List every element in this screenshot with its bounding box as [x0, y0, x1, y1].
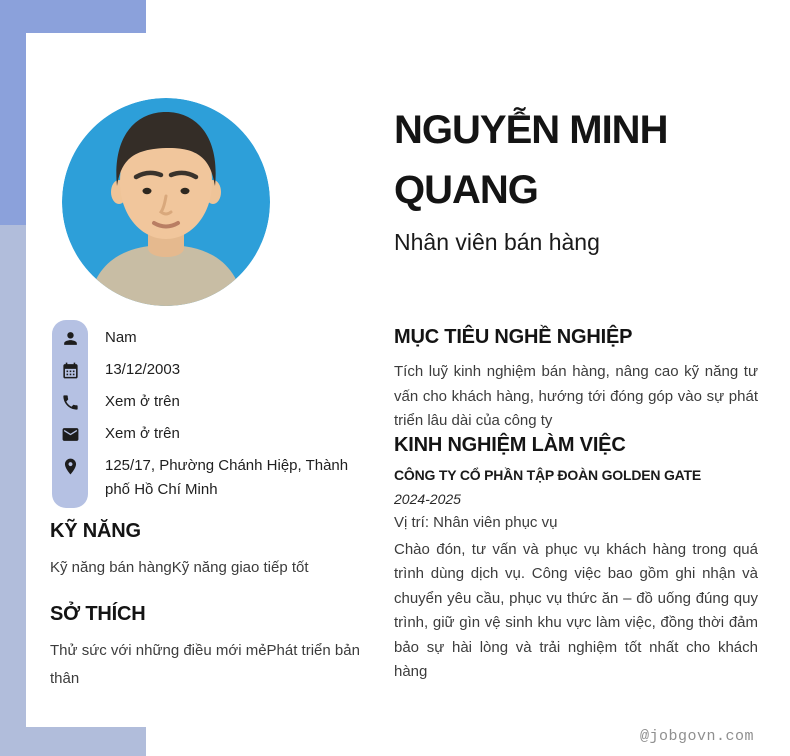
info-row-birthdate	[52, 354, 364, 386]
info-row-email	[52, 418, 364, 450]
experience-period: 2024-2025	[394, 490, 461, 507]
left-sections	[50, 520, 365, 693]
profile-photo	[62, 98, 270, 306]
experience-description: Chào đón, tư vấn và phục vụ khách hàng trong quá trình dùng dịch vụ. Công việc bao gồm ghi nhận và chuyển yêu cầu, phục vụ thức ăn – đồ uống đúng quy trình, giữ gìn vệ sinh khu vực làm việc, đồng thời đảm bảo sự hài lòng và trải nghiệm tốt nhất cho khách hàng	[394, 540, 758, 680]
skills-body: Kỹ năng bán hàngKỹ năng giao tiếp tốt	[50, 559, 309, 576]
watermark: @jobgovn.com	[639, 728, 754, 745]
info-value-birthdate: 13/12/2003	[105, 361, 181, 378]
objective-body: Tích luỹ kinh nghiệm bán hàng, nâng cao kỹ năng tư vấn cho khách hàng, hướng tới đóng góp vào sự phát triển lâu dài của công ty	[394, 363, 758, 429]
personal-info-list	[52, 322, 364, 502]
info-value-gender: Nam	[105, 329, 137, 346]
location-icon	[52, 450, 88, 482]
profile-photo-illustration	[62, 98, 270, 306]
objective-heading: MỤC TIÊU NGHỀ NGHIỆP	[394, 326, 633, 348]
info-value-phone: Xem ở trên	[105, 393, 180, 410]
person-icon	[52, 322, 88, 354]
info-value-address: 125/17, Phường Chánh Hiệp, Thành phố Hồ Chí Minh	[105, 457, 349, 498]
phone-icon	[52, 386, 88, 418]
info-row-gender	[52, 322, 364, 354]
info-row-address	[52, 450, 364, 502]
candidate-name: NGUYỄN MINH QUANG	[394, 108, 668, 212]
email-icon	[52, 418, 88, 450]
calendar-icon	[52, 354, 88, 386]
hobbies-heading: SỞ THÍCH	[50, 603, 146, 625]
candidate-job-title: Nhân viên bán hàng	[394, 229, 600, 255]
info-row-phone	[52, 386, 364, 418]
info-value-email: Xem ở trên	[105, 425, 180, 442]
skills-heading: KỸ NĂNG	[50, 520, 141, 542]
experience-position: Vị trí: Nhân viên phục vụ	[394, 513, 558, 531]
right-sections	[394, 326, 758, 685]
experience-company: CÔNG TY CỔ PHẦN TẬP ĐOÀN GOLDEN GATE	[394, 466, 702, 483]
experience-heading: KINH NGHIỆM LÀM VIỆC	[394, 433, 626, 456]
hobbies-body: Thử sức với những điều mới mẻPhát triển bản thân	[50, 642, 360, 687]
